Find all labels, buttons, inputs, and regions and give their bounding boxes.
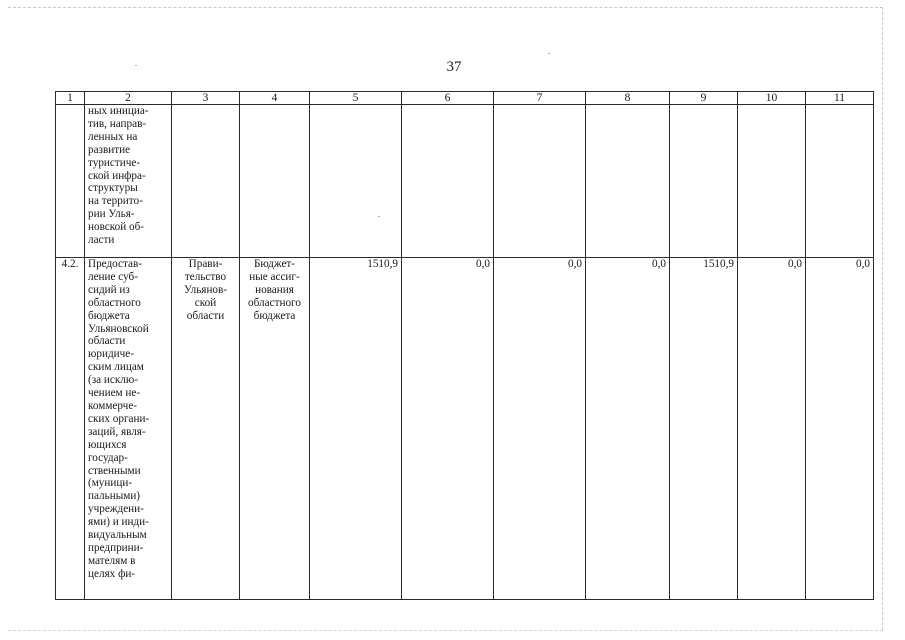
source-line: Бюджет- <box>253 258 296 270</box>
name-line: бюджета <box>88 309 130 322</box>
measure-name <box>85 258 172 600</box>
name-line: мателям в <box>88 554 136 567</box>
page-number: 37 <box>446 59 462 75</box>
value-cell <box>670 105 738 258</box>
name-line: тив, направ- <box>88 117 147 130</box>
table-row <box>56 258 874 600</box>
source-line: областного <box>248 296 301 309</box>
col-header-6: 6 <box>402 92 494 105</box>
value-cell: 0,0 <box>586 258 670 600</box>
measure-name <box>85 105 172 258</box>
col-header-2: 2 <box>85 92 172 105</box>
name-line: на террито- <box>88 195 143 208</box>
name-line: новской об- <box>88 221 145 234</box>
program-table <box>55 91 874 600</box>
value-cell: 0,0 <box>402 258 494 600</box>
executor-line: Ульянов- <box>183 283 228 296</box>
col-header-4: 4 <box>240 92 310 105</box>
name-line: ющихся <box>88 438 127 451</box>
name-line: ями) и инди- <box>88 516 149 529</box>
value-cell <box>310 105 402 258</box>
name-line: развитие <box>88 143 131 156</box>
executor-cell <box>172 105 240 258</box>
executor-line: области <box>186 309 225 322</box>
value-cell <box>402 105 494 258</box>
name-line: области <box>88 335 126 348</box>
scan-edge-bottom <box>8 630 883 631</box>
name-line: ским лицам <box>88 361 144 374</box>
name-line: рии Улья- <box>88 208 135 221</box>
name-line: сидий из <box>88 283 130 296</box>
value-cell: 0,0 <box>494 258 586 600</box>
col-header-9: 9 <box>670 92 738 105</box>
name-line: ской инфра- <box>88 169 146 182</box>
name-line: ление суб- <box>88 270 138 283</box>
scan-edge-top <box>8 7 883 8</box>
value-cell: 1510,9 <box>670 258 738 600</box>
scan-speck <box>135 65 137 66</box>
value-cell <box>586 105 670 258</box>
name-line: пальными) <box>88 490 141 503</box>
name-line: Ульяновской <box>88 322 149 335</box>
source-line: ные ассиг- <box>249 270 300 283</box>
executor-line: ской <box>194 296 217 309</box>
name-line: ленных на <box>88 130 138 143</box>
name-line: государ- <box>88 451 128 464</box>
name-line: ласти <box>88 234 115 247</box>
name-line: целях фи- <box>88 567 136 580</box>
header-row <box>56 92 874 105</box>
name-line: Предостав- <box>88 258 143 270</box>
source-cell <box>240 105 310 258</box>
name-line: ственными <box>88 464 141 477</box>
scan-speck <box>548 53 550 54</box>
name-line: коммерче- <box>88 399 138 412</box>
value-cell <box>806 105 874 258</box>
col-header-5: 5 <box>310 92 402 105</box>
name-line: областного <box>88 296 141 309</box>
table-row <box>56 105 874 258</box>
col-header-11: 11 <box>806 92 874 105</box>
row-number <box>56 105 85 258</box>
name-line: предприни- <box>88 541 144 554</box>
source-cell <box>240 258 310 600</box>
name-line: структуры <box>88 182 138 195</box>
value-cell: 0,0 <box>738 258 806 600</box>
row-number: 4.2. <box>56 258 85 600</box>
value-cell <box>494 105 586 258</box>
scan-edge-right <box>882 7 883 630</box>
value-cell: 0,0 <box>806 258 874 600</box>
executor-line: тельство <box>184 270 227 283</box>
name-line: (за исклю- <box>88 374 138 387</box>
name-line: ских органи- <box>88 412 150 425</box>
name-line: видуальным <box>88 529 147 542</box>
executor-cell <box>172 258 240 600</box>
col-header-7: 7 <box>494 92 586 105</box>
value-cell: 1510,9 <box>310 258 402 600</box>
source-line: нования <box>255 283 294 296</box>
col-header-1: 1 <box>56 92 85 105</box>
name-line: туристиче- <box>88 156 141 169</box>
name-line: юридиче- <box>88 348 134 361</box>
name-line: (муници- <box>88 477 133 490</box>
executor-line: Прави- <box>188 258 223 270</box>
col-header-3: 3 <box>172 92 240 105</box>
source-line: бюджета <box>253 309 296 322</box>
name-line: учреждени- <box>88 503 144 516</box>
name-line: заций, явля- <box>88 425 146 438</box>
name-line: ных инициа- <box>88 105 149 117</box>
value-cell <box>738 105 806 258</box>
name-line: чением не- <box>88 387 141 400</box>
col-header-8: 8 <box>586 92 670 105</box>
col-header-10: 10 <box>738 92 806 105</box>
